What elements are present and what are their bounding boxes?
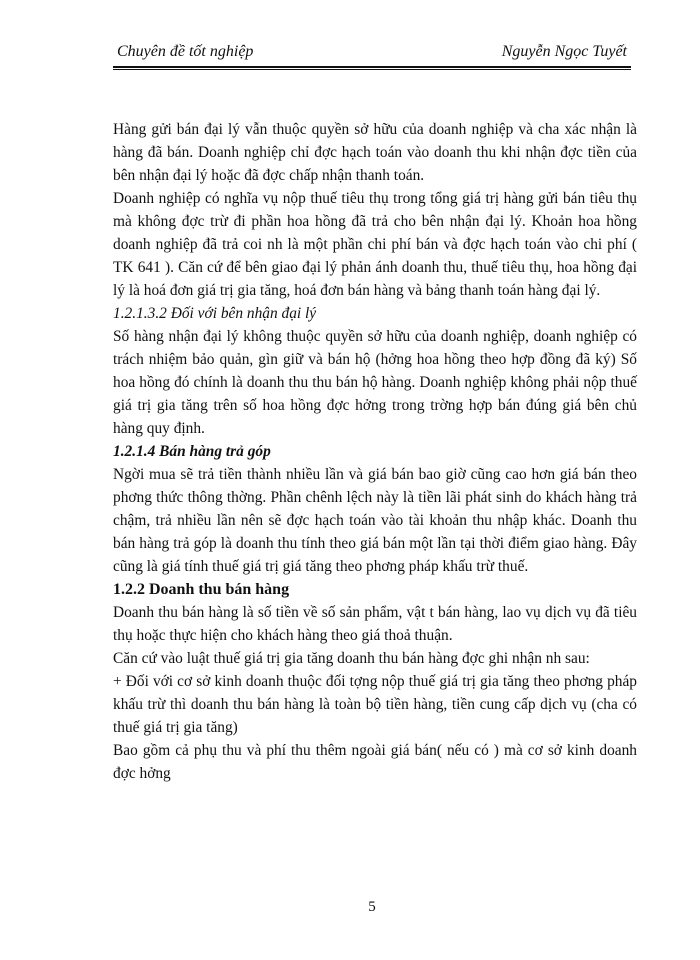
subsection-heading: 1.2.1.3.2 Đối với bên nhận đại lý: [113, 305, 317, 322]
header-author: Nguyễn Ngọc Tuyết: [501, 43, 627, 60]
paragraph: Căn cứ vào luật thuế giá trị gia tăng doanh thu bán hàng đợc ghi nhận nh sau:: [113, 650, 590, 667]
header-rule: [113, 66, 631, 68]
subsection-heading: 1.2.1.4 Bán hàng trả góp: [113, 443, 271, 460]
section-heading: 1.2.2 Doanh thu bán hàng: [113, 581, 290, 598]
paragraph: Bao gồm cả phụ thu và phí thu thêm ngoài giá bán( nếu có ) mà cơ sở kinh doanh đợc hởng: [113, 742, 637, 782]
paragraph: Số hàng nhận đại lý không thuộc quyền sở hữu của doanh nghiệp, doanh nghiệp có trách nhiệm bảo quản, gìn giữ và bán hộ (hởng hoa hồng theo hợp đồng đã ký) Số hoa hồng đó chính là doanh thu thu bán hộ hàng. Doanh nghiệp không phải nộp thuế giá trị gia tăng trên số hoa hồng đợc hởng trong trờng hợp bán đúng giá bên chủ hàng quy định.: [113, 328, 637, 437]
page-body: [113, 118, 637, 785]
page-header: [117, 43, 627, 67]
page-number: 5: [368, 899, 376, 915]
header-title: Chuyên đề tốt nghiệp: [117, 43, 254, 60]
paragraph: Doanh thu bán hàng là số tiền về số sản phẩm, vật t bán hàng, lao vụ dịch vụ đã tiêu thụ hoặc thực hiện cho khách hàng theo giá thoả thuận.: [113, 604, 637, 644]
paragraph: Doanh nghiệp có nghĩa vụ nộp thuế tiêu thụ trong tổng giá trị hàng gửi bán tiêu thụ mà không đợc trừ đi phần hoa hồng đã trả cho bên nhận đại lý. Khoản hoa hồng doanh nghiệp đã trả coi nh là một phần chi phí bán và đợc hạch toán vào chi phí ( TK 641 ). Căn cứ để bên giao đại lý phản ánh doanh thu, thuế tiêu thụ, hoa hồng đại lý là hoá đơn giá trị gia tăng, hoá đơn bán hàng và bảng thanh toán hàng đại lý.: [113, 190, 637, 299]
paragraph: Ngời mua sẽ trả tiền thành nhiều lần và giá bán bao giờ cũng cao hơn giá bán theo phơng thức thông thờng. Phần chênh lệch này là tiền lãi phát sinh do khách hàng trả chậm, trả nhiều lần nên sẽ đợc hạch toán vào tài khoản thu nhập khác. Doanh thu bán hàng trả góp là doanh thu tính theo giá bán một lần tại thời điểm giao hàng. Đây cũng là giá tính thuế giá trị giá tăng theo phơng pháp khấu trừ thuế.: [113, 466, 637, 575]
paragraph: Hàng gửi bán đại lý vẫn thuộc quyền sở hữu của doanh nghiệp và cha xác nhận là hàng đã bán. Doanh nghiệp chỉ đợc hạch toán vào doanh thu khi nhận đợc tiền của bên nhận đại lý hoặc đã đợc chấp nhận thanh toán.: [113, 121, 637, 184]
header-rule-thin: [113, 69, 631, 70]
paragraph: + Đối với cơ sở kinh doanh thuộc đối tợng nộp thuế giá trị gia tăng theo phơng pháp khấu trừ thì doanh thu bán hàng là toàn bộ tiền hàng, tiền cung cấp dịch vụ (cha có thuế giá trị gia tăng): [113, 673, 637, 736]
